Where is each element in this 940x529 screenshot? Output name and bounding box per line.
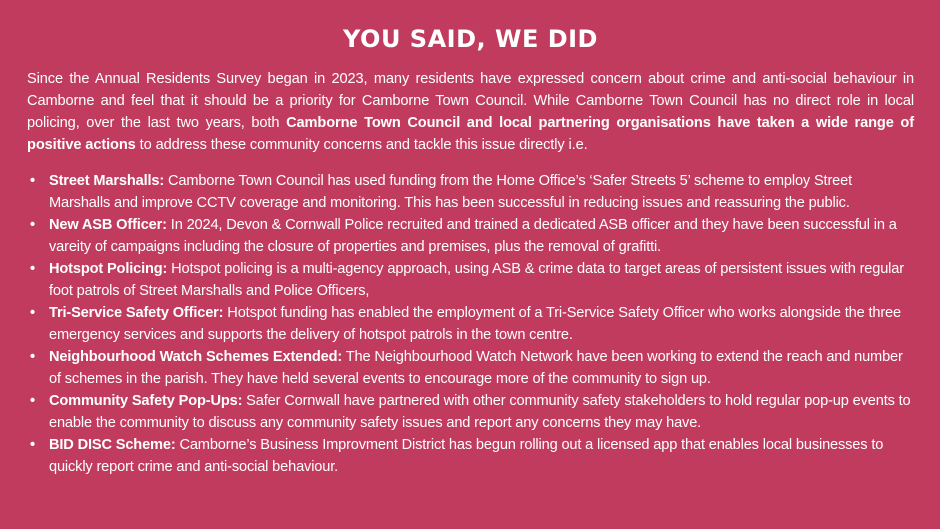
item-title: Tri-Service Safety Officer:	[49, 305, 224, 321]
item-text: The Neighbourhood Watch Network have been working to extend the reach and number of schemes in the parish. They have held several events to encourage more of the community to sign up.	[49, 349, 903, 387]
list-item-street-marshalls	[27, 170, 914, 214]
intro-text-after: to address these community concerns and tackle this issue directly i.e.	[135, 137, 588, 153]
item-title: Hotspot Policing:	[49, 261, 168, 277]
intro-bold-text: Camborne Town Council and local partnering organisations have taken a wide range of positive actions	[27, 115, 914, 153]
item-text: Camborne’s Business Improvment District has begun rolling out a licensed app that enables local businesses to quickly report crime and anti-social behaviour.	[49, 437, 884, 475]
item-text: Hotspot policing is a multi-agency approach, using ASB & crime data to target areas of persistent issues with regular foot patrols of Street Marshalls and Police Officers,	[49, 261, 904, 299]
page-title: YOU SAID, WE DID	[343, 25, 598, 53]
list-item-hotspot-policing	[27, 258, 914, 302]
item-text: Safer Cornwall have partnered with other community safety stakeholders to hold regular pop-up events to enable the community to discuss any community safety issues and report any concerns they may have.	[49, 393, 911, 431]
actions-list	[27, 170, 914, 478]
list-item-tri-service-safety-officer	[27, 302, 914, 346]
item-text: Camborne Town Council has used funding from the Home Office’s ‘Safer Streets 5’ scheme to employ Street Marshalls and improve CCTV coverage and monitoring. This has been successful in reducing issues and reassuring the public.	[49, 173, 853, 211]
list-item-community-safety-pop-ups	[27, 390, 914, 434]
item-title: BID DISC Scheme:	[49, 437, 176, 453]
bullet-icon: •	[30, 261, 35, 277]
item-title: Community Safety Pop-Ups:	[49, 393, 243, 409]
bullet-icon: •	[30, 349, 35, 365]
bullet-icon: •	[30, 173, 35, 189]
intro-text-before: Since the Annual Residents Survey began in 2023, many residents have expressed concern about crime and anti-social behaviour in Camborne and feel that it should be a priority for Camborne Town Council. While Camborne Town Council has no direct role in local policing, over the last two years, both	[27, 71, 914, 131]
item-title: Street Marshalls:	[49, 173, 165, 189]
bullet-icon: •	[30, 217, 35, 233]
bullet-icon: •	[30, 305, 35, 321]
item-title: New ASB Officer:	[49, 217, 167, 233]
bullet-icon: •	[30, 437, 35, 453]
intro-paragraph	[27, 68, 914, 156]
item-title: Neighbourhood Watch Schemes Extended:	[49, 349, 343, 365]
item-text: Hotspot funding has enabled the employment of a Tri-Service Safety Officer who works alongside the three emergency services and supports the delivery of hotspot patrols in the town centre.	[49, 305, 901, 343]
list-item-neighbourhood-watch	[27, 346, 914, 390]
list-item-bid-disc-scheme	[27, 434, 914, 478]
list-item-new-asb-officer	[27, 214, 914, 258]
item-text: In 2024, Devon & Cornwall Police recruited and trained a dedicated ASB officer and they have been successful in a vareity of campaigns including the closure of properties and premises, plus the removal of grafitti.	[49, 217, 897, 255]
bullet-icon: •	[30, 393, 35, 409]
